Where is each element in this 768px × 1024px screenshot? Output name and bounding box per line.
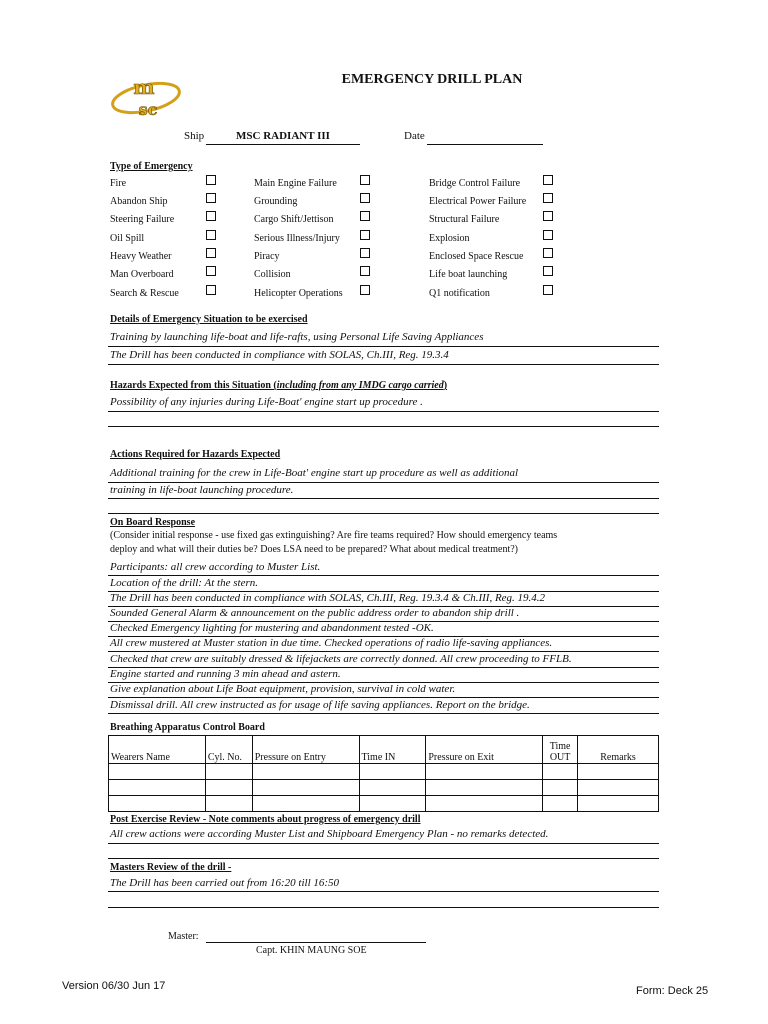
emergency-checkbox[interactable] [543,193,553,203]
post-review-heading: Post Exercise Review - Note comments about progress of emergency drill [110,814,421,825]
master-name: Capt. KHIN MAUNG SOE [256,945,367,956]
emergency-checkbox[interactable] [543,230,553,240]
svg-text:m: m [133,75,155,99]
table-header-row [109,736,659,764]
onboard-line: Location of the drill: At the stern. [110,577,258,589]
table-cell[interactable] [205,764,252,780]
emergency-option-label: Main Engine Failure [254,178,337,189]
emergency-checkbox[interactable] [206,175,216,185]
table-cell[interactable] [109,764,206,780]
actions-heading: Actions Required for Hazards Expected [110,449,281,460]
emergency-checkbox[interactable] [360,285,370,295]
details-heading: Details of Emergency Situation to be exercised [110,314,308,325]
breathing-heading: Breathing Apparatus Control Board [110,722,265,733]
column-header: Wearers Name [109,736,206,764]
emergency-option-label: Abandon Ship [110,196,168,207]
breathing-apparatus-table [108,735,659,812]
rule [108,498,659,499]
emergency-checkbox[interactable] [360,193,370,203]
emergency-option-label: Q1 notification [429,288,490,299]
rule [108,843,659,844]
column-header: Time OUT [543,736,578,764]
column-header: Pressure on Entry [252,736,359,764]
table-cell[interactable] [578,796,659,812]
rule [108,426,659,427]
rule [108,907,659,908]
emergency-checkbox[interactable] [360,175,370,185]
rule [108,858,659,859]
rule [108,364,659,365]
emergency-checkbox[interactable] [360,211,370,221]
date-field[interactable] [427,130,543,145]
rule [108,651,659,652]
table-cell[interactable] [426,764,543,780]
emergency-option-label: Piracy [254,251,280,262]
page-title: EMERGENCY DRILL PLAN [341,72,523,87]
actions-line: training in life-boat launching procedure. [110,484,294,496]
table-cell[interactable] [252,780,359,796]
emergency-checkbox[interactable] [206,211,216,221]
emergency-checkbox[interactable] [206,248,216,258]
emergency-checkbox[interactable] [360,230,370,240]
emergency-option-label: Life boat launching [429,269,508,280]
onboard-line: Sounded General Alarm & announcement on the public address order to abandon ship drill . [110,607,520,619]
onboard-line: Dismissal drill. All crew instructed as for usage of life saving appliances. Report on the bridge. [110,699,530,711]
type-of-emergency-heading: Type of Emergency [110,161,193,172]
emergency-option-label: Man Overboard [110,269,174,280]
svg-text:sc: sc [138,100,158,119]
table-row [109,796,659,812]
emergency-option-label: Helicopter Operations [254,288,343,299]
column-header: Time IN [359,736,426,764]
emergency-option-label: Enclosed Space Rescue [429,251,524,262]
emergency-checkbox[interactable] [360,266,370,276]
table-cell[interactable] [543,796,578,812]
table-row [109,764,659,780]
master-label: Master: [168,931,199,942]
emergency-checkbox[interactable] [206,285,216,295]
table-cell[interactable] [109,796,206,812]
version-label: Version 06/30 Jun 17 [62,980,166,992]
emergency-option-label: Bridge Control Failure [429,178,521,189]
details-line: Training by launching life-boat and life-rafts, using Personal Life Saving Appliances [110,331,484,343]
emergency-checkbox[interactable] [543,211,553,221]
table-cell[interactable] [109,780,206,796]
table-cell[interactable] [205,780,252,796]
table-cell[interactable] [252,796,359,812]
table-cell[interactable] [578,764,659,780]
onboard-line: Checked Emergency lighting for mustering and abandonment tested -OK. [110,622,434,634]
onboard-line: The Drill has been conducted in compliance with SOLAS, Ch.III, Reg. 19.3.4 & Ch.III, Reg. 19.4.2 [110,592,546,604]
onboard-note: (Consider initial response - use fixed gas extinguishing? Are fire teams required? How should emergency teams [110,530,558,541]
onboard-note: deploy and what will their duties be? Does LSA need to be prepared? What about medical treatment?) [110,544,519,555]
masters-review-line: The Drill has been carried out from 16:20 till 16:50 [110,877,340,889]
hazards-heading: Hazards Expected from this Situation (including from any IMDG cargo carried) [110,380,448,391]
onboard-line: Give explanation about Life Boat equipment, provision, survival in cold water. [110,683,456,695]
emergency-option-label: Fire [110,178,127,189]
emergency-checkbox[interactable] [543,248,553,258]
rule [108,346,659,347]
rule [108,697,659,698]
emergency-option-label: Steering Failure [110,214,175,225]
emergency-checkbox[interactable] [206,193,216,203]
table-cell[interactable] [426,796,543,812]
table-cell[interactable] [543,764,578,780]
table-cell[interactable] [426,780,543,796]
rule [108,575,659,576]
emergency-checkbox[interactable] [206,266,216,276]
emergency-option-label: Electrical Power Failure [429,196,527,207]
hazards-line: Possibility of any injuries during Life-Boat' engine start up procedure . [110,396,423,408]
post-review-line: All crew actions were according Muster List and Shipboard Emergency Plan - no remarks detected. [110,828,549,840]
onboard-line: Engine started and running 3 min ahead and astern. [110,668,341,680]
signature-line[interactable] [206,942,426,943]
table-cell[interactable] [578,780,659,796]
emergency-checkbox[interactable] [360,248,370,258]
emergency-checkbox[interactable] [543,285,553,295]
onboard-line: Participants: all crew according to Muster List. [110,561,321,573]
table-cell[interactable] [359,780,426,796]
column-header: Pressure on Exit [426,736,543,764]
rule [108,411,659,412]
rule [108,891,659,892]
onboard-heading: On Board Response [110,517,196,528]
onboard-line: Checked that crew are suitably dressed & lifejackets are correctly donned. All crew proceeding to FFLB. [110,653,572,665]
onboard-line: All crew mustered at Muster station in due time. Checked operations of radio life-saving appliances. [110,637,553,649]
emergency-option-label: Explosion [429,233,470,244]
emergency-option-label: Collision [254,269,291,280]
ship-field[interactable]: MSC RADIANT III [206,130,360,145]
ship-label: Ship [184,130,205,142]
table-cell[interactable] [543,780,578,796]
rule [108,513,659,514]
emergency-option-label: Structural Failure [429,214,500,225]
emergency-option-label: Grounding [254,196,298,207]
actions-line: Additional training for the crew in Life-Boat' engine start up procedure as well as additional [110,467,519,479]
masters-review-heading: Masters Review of the drill - [110,862,232,873]
table-cell[interactable] [252,764,359,780]
rule [108,482,659,483]
emergency-option-label: Heavy Weather [110,251,172,262]
rule [108,713,659,714]
column-header: Remarks [578,736,659,764]
emergency-option-label: Oil Spill [110,233,145,244]
table-cell[interactable] [359,764,426,780]
date-label: Date [404,130,425,142]
details-line: The Drill has been conducted in compliance with SOLAS, Ch.III, Reg. 19.3.4 [110,349,449,361]
emergency-option-label: Serious Illness/Injury [254,233,340,244]
table-row [109,780,659,796]
emergency-option-label: Cargo Shift/Jettison [254,214,334,225]
form-label: Form: Deck 25 [636,985,709,997]
table-cell[interactable] [359,796,426,812]
column-header: Cyl. No. [205,736,252,764]
emergency-checkbox[interactable] [206,230,216,240]
emergency-option-label: Search & Rescue [110,288,179,299]
table-cell[interactable] [205,796,252,812]
emergency-checkbox[interactable] [543,175,553,185]
emergency-checkbox[interactable] [543,266,553,276]
